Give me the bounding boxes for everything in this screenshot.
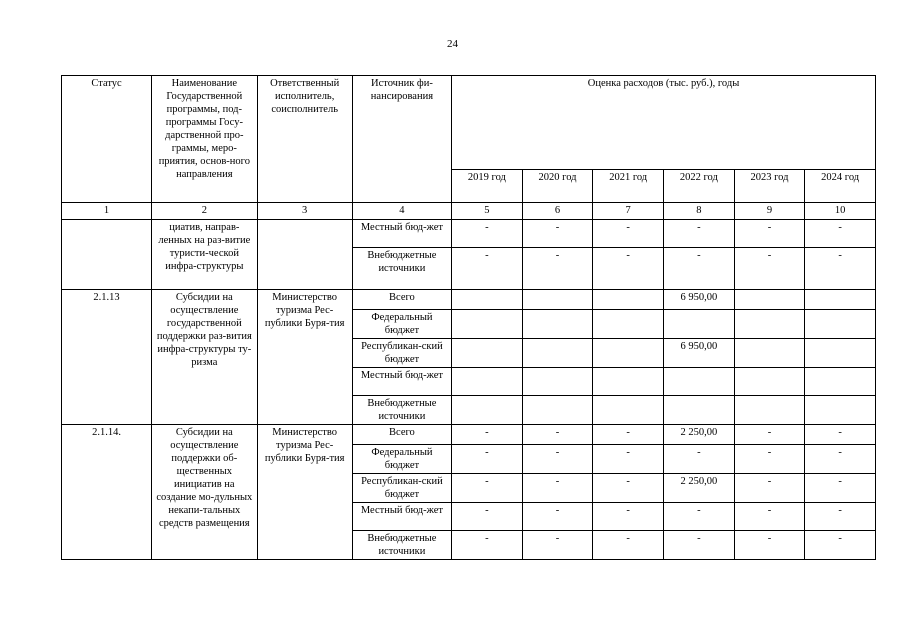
header-year: 2022 год [664, 169, 735, 202]
expense-value [664, 310, 735, 339]
header-source: Источник фи-нансирования [352, 76, 451, 203]
header-costs: Оценка расходов (тыс. руб.), годы [452, 76, 876, 170]
expense-value [522, 339, 593, 368]
expense-value: - [734, 474, 805, 503]
expense-value: - [522, 220, 593, 248]
expense-value: - [522, 474, 593, 503]
expense-value: - [664, 220, 735, 248]
column-number: 3 [257, 203, 352, 220]
expense-value [734, 310, 805, 339]
expense-value: - [805, 220, 876, 248]
funding-source: Местный бюд-жет [352, 368, 451, 396]
expense-value [522, 290, 593, 310]
expense-value [522, 396, 593, 425]
header-year: 2024 год [805, 169, 876, 202]
expense-value: - [664, 503, 735, 531]
expense-value: - [452, 248, 523, 290]
expense-value [522, 310, 593, 339]
expense-value: - [593, 445, 664, 474]
expense-value [734, 339, 805, 368]
expense-value [805, 310, 876, 339]
expense-value [805, 396, 876, 425]
expense-value [734, 368, 805, 396]
expense-value: - [522, 425, 593, 445]
expense-value: - [734, 220, 805, 248]
expense-value: - [805, 425, 876, 445]
expense-value: - [805, 531, 876, 560]
expense-value: - [664, 531, 735, 560]
expense-value: - [522, 531, 593, 560]
table-row [62, 425, 876, 445]
table-row [62, 290, 876, 310]
column-number: 7 [593, 203, 664, 220]
funding-source: Республикан-ский бюджет [352, 474, 451, 503]
funding-source: Внебюджетные источники [352, 531, 451, 560]
column-number: 9 [734, 203, 805, 220]
row-responsible [257, 220, 352, 290]
header-name: Наименование Государственной программы, под-программы Госу-дарственной про-граммы, меро-приятия, основ-ного направления [152, 76, 257, 203]
expense-value: - [452, 503, 523, 531]
header-status: Статус [62, 76, 152, 203]
row-responsible: Министерство туризма Рес-публики Буря-тия [257, 425, 352, 560]
table-row [62, 220, 876, 248]
header-year: 2021 год [593, 169, 664, 202]
funding-source: Федеральный бюджет [352, 445, 451, 474]
column-number: 4 [352, 203, 451, 220]
expense-value [593, 368, 664, 396]
expense-value: - [452, 531, 523, 560]
expense-value: - [734, 503, 805, 531]
expense-value [452, 396, 523, 425]
expense-value: - [805, 248, 876, 290]
header-year: 2020 год [522, 169, 593, 202]
expense-value [593, 290, 664, 310]
expense-value [664, 396, 735, 425]
row-name: Субсидии на осуществление поддержки об-щественных инициатив на создание мо-дульных некапи-тальных средств размещения [152, 425, 257, 560]
funding-source: Всего [352, 425, 451, 445]
column-number: 1 [62, 203, 152, 220]
expense-value [734, 290, 805, 310]
expense-value: 6 950,00 [664, 339, 735, 368]
expense-value: - [664, 445, 735, 474]
expense-value [452, 368, 523, 396]
funding-source: Внебюджетные источники [352, 396, 451, 425]
column-number: 5 [452, 203, 523, 220]
funding-source: Местный бюд-жет [352, 220, 451, 248]
header-year: 2019 год [452, 169, 523, 202]
expense-value: - [593, 531, 664, 560]
expense-value [593, 339, 664, 368]
funding-source: Внебюджетные источники [352, 248, 451, 290]
expense-value [805, 290, 876, 310]
expense-value: - [734, 248, 805, 290]
expense-value [805, 368, 876, 396]
row-name: Субсидии на осуществление государственной поддержки раз-вития инфра-структуры ту-ризма [152, 290, 257, 425]
expense-value: - [805, 474, 876, 503]
expense-value: - [593, 220, 664, 248]
column-number: 2 [152, 203, 257, 220]
expense-value: - [522, 503, 593, 531]
expense-value [522, 368, 593, 396]
funding-source: Местный бюд-жет [352, 503, 451, 531]
expenditure-table [61, 75, 876, 560]
expense-value: - [452, 425, 523, 445]
header-responsible: Ответственный исполнитель, соисполнитель [257, 76, 352, 203]
column-number: 6 [522, 203, 593, 220]
expense-value: - [452, 445, 523, 474]
expense-value: - [805, 445, 876, 474]
expense-value: 2 250,00 [664, 425, 735, 445]
expense-value: - [805, 503, 876, 531]
funding-source: Федеральный бюджет [352, 310, 451, 339]
expense-value [452, 290, 523, 310]
expense-value: - [452, 474, 523, 503]
column-number: 10 [805, 203, 876, 220]
expense-value [593, 396, 664, 425]
expense-value: - [593, 474, 664, 503]
expense-value: - [522, 445, 593, 474]
expense-value [805, 339, 876, 368]
row-name: циатив, направ-ленных на раз-витие туристи-ческой инфра-структуры [152, 220, 257, 290]
funding-source: Республикан-ский бюджет [352, 339, 451, 368]
page-number: 24 [447, 38, 458, 50]
expense-value: - [664, 248, 735, 290]
row-status: 2.1.14. [62, 425, 152, 560]
expense-value: - [452, 220, 523, 248]
expense-value [593, 310, 664, 339]
expense-value: - [593, 503, 664, 531]
expense-value: - [734, 445, 805, 474]
row-responsible: Министерство туризма Рес-публики Буря-тия [257, 290, 352, 425]
expense-value [734, 396, 805, 425]
expense-value: 6 950,00 [664, 290, 735, 310]
expense-value: - [734, 531, 805, 560]
expense-value: - [593, 425, 664, 445]
expense-value: - [734, 425, 805, 445]
row-status: 2.1.13 [62, 290, 152, 425]
expense-value [452, 339, 523, 368]
row-status [62, 220, 152, 290]
expense-value: - [522, 248, 593, 290]
column-number: 8 [664, 203, 735, 220]
expense-value: - [593, 248, 664, 290]
funding-source: Всего [352, 290, 451, 310]
expense-value [452, 310, 523, 339]
expense-value [664, 368, 735, 396]
expense-value: 2 250,00 [664, 474, 735, 503]
header-year: 2023 год [734, 169, 805, 202]
